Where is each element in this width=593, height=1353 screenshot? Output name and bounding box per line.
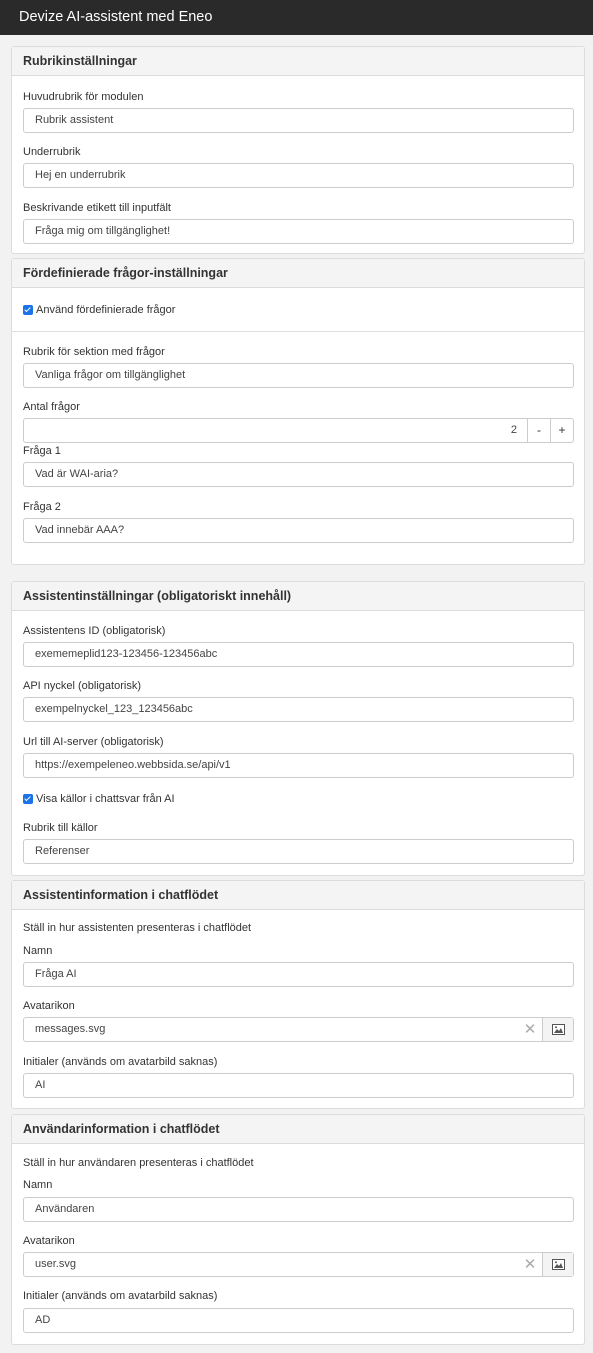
assistant-id-input[interactable]: exememeplid123-123456-123456abc [23, 642, 574, 667]
panel-anvandar-info [11, 1114, 585, 1345]
api-key-input[interactable]: exempelnyckel_123_123456abc [23, 697, 574, 722]
sources-heading-input[interactable]: Referenser [23, 839, 574, 864]
question-1-input[interactable]: Vad är WAI-aria? [23, 462, 574, 487]
main-heading-input[interactable]: Rubrik assistent [23, 108, 574, 133]
panel-fordefinierade [11, 258, 585, 565]
field-label: Underrubrik [23, 146, 81, 158]
field-label: Initialer (används om avatarbild saknas) [23, 1056, 218, 1068]
increment-button[interactable]: + [550, 419, 573, 442]
avatar-filename[interactable]: user.svg [35, 1258, 76, 1270]
assistant-avatar-input[interactable] [23, 1017, 574, 1042]
section-intro: Ställ in hur assistenten presenteras i chatflödet [23, 922, 252, 934]
close-icon[interactable]: ✕ [523, 1021, 537, 1038]
panel-rubrik [11, 46, 585, 254]
field-label: Avatarikon [23, 1235, 75, 1247]
close-icon[interactable]: ✕ [523, 1256, 537, 1273]
field-label: Antal frågor [23, 401, 80, 413]
user-name-input[interactable]: Användaren [23, 1197, 574, 1222]
assistant-initials-input[interactable]: AI [23, 1073, 574, 1098]
app-title-bar [0, 0, 593, 35]
field-label: Beskrivande etikett till inputfält [23, 202, 171, 214]
panel-heading: Användarinformation i chatflödet [12, 1115, 584, 1144]
input-label-input[interactable]: Fråga mig om tillgänglighet! [23, 219, 574, 244]
checkbox-label: Visa källor i chattsvar från AI [36, 793, 175, 805]
panel-heading: Fördefinierade frågor-inställningar [12, 259, 584, 288]
stepper-value[interactable]: 2 [510, 424, 517, 436]
show-sources-checkbox[interactable] [23, 793, 175, 805]
decrement-button[interactable]: - [527, 419, 550, 442]
field-label: Fråga 1 [23, 445, 61, 457]
section-intro: Ställ in hur användaren presenteras i chatflödet [23, 1157, 254, 1169]
divider [12, 331, 584, 332]
checkmark-icon [23, 305, 33, 315]
field-label: Rubrik till källor [23, 822, 98, 834]
field-label: Assistentens ID (obligatorisk) [23, 625, 166, 637]
app-title: Devize AI-assistent med Eneo [19, 9, 213, 25]
panel-heading: Assistentinställningar (obligatoriskt innehåll) [12, 582, 584, 611]
image-icon[interactable] [542, 1253, 573, 1276]
panel-assistent-info [11, 880, 585, 1109]
subheading-input[interactable]: Hej en underrubrik [23, 163, 574, 188]
field-label: API nyckel (obligatorisk) [23, 680, 141, 692]
field-label: Avatarikon [23, 1000, 75, 1012]
use-predefined-checkbox[interactable] [23, 304, 175, 316]
assistant-name-input[interactable]: Fråga AI [23, 962, 574, 987]
user-avatar-input[interactable] [23, 1252, 574, 1277]
section-heading-input[interactable]: Vanliga frågor om tillgänglighet [23, 363, 574, 388]
field-label: Rubrik för sektion med frågor [23, 346, 165, 358]
question-2-input[interactable]: Vad innebär AAA? [23, 518, 574, 543]
avatar-filename[interactable]: messages.svg [35, 1023, 106, 1035]
server-url-input[interactable]: https://exempeleneo.webbsida.se/api/v1 [23, 753, 574, 778]
panel-heading: Assistentinformation i chatflödet [12, 881, 584, 910]
field-label: Namn [23, 945, 53, 957]
checkmark-icon [23, 794, 33, 804]
panel-heading: Rubrikinställningar [12, 47, 584, 76]
field-label: Initialer (används om avatarbild saknas) [23, 1290, 218, 1302]
field-label: Url till AI-server (obligatorisk) [23, 736, 164, 748]
question-count-stepper[interactable] [23, 418, 574, 443]
field-label: Huvudrubrik för modulen [23, 91, 144, 103]
image-icon[interactable] [542, 1018, 573, 1041]
checkbox-label: Använd fördefinierade frågor [36, 304, 176, 316]
field-label: Namn [23, 1179, 53, 1191]
user-initials-input[interactable]: AD [23, 1308, 574, 1333]
field-label: Fråga 2 [23, 501, 61, 513]
panel-assistent [11, 581, 585, 876]
